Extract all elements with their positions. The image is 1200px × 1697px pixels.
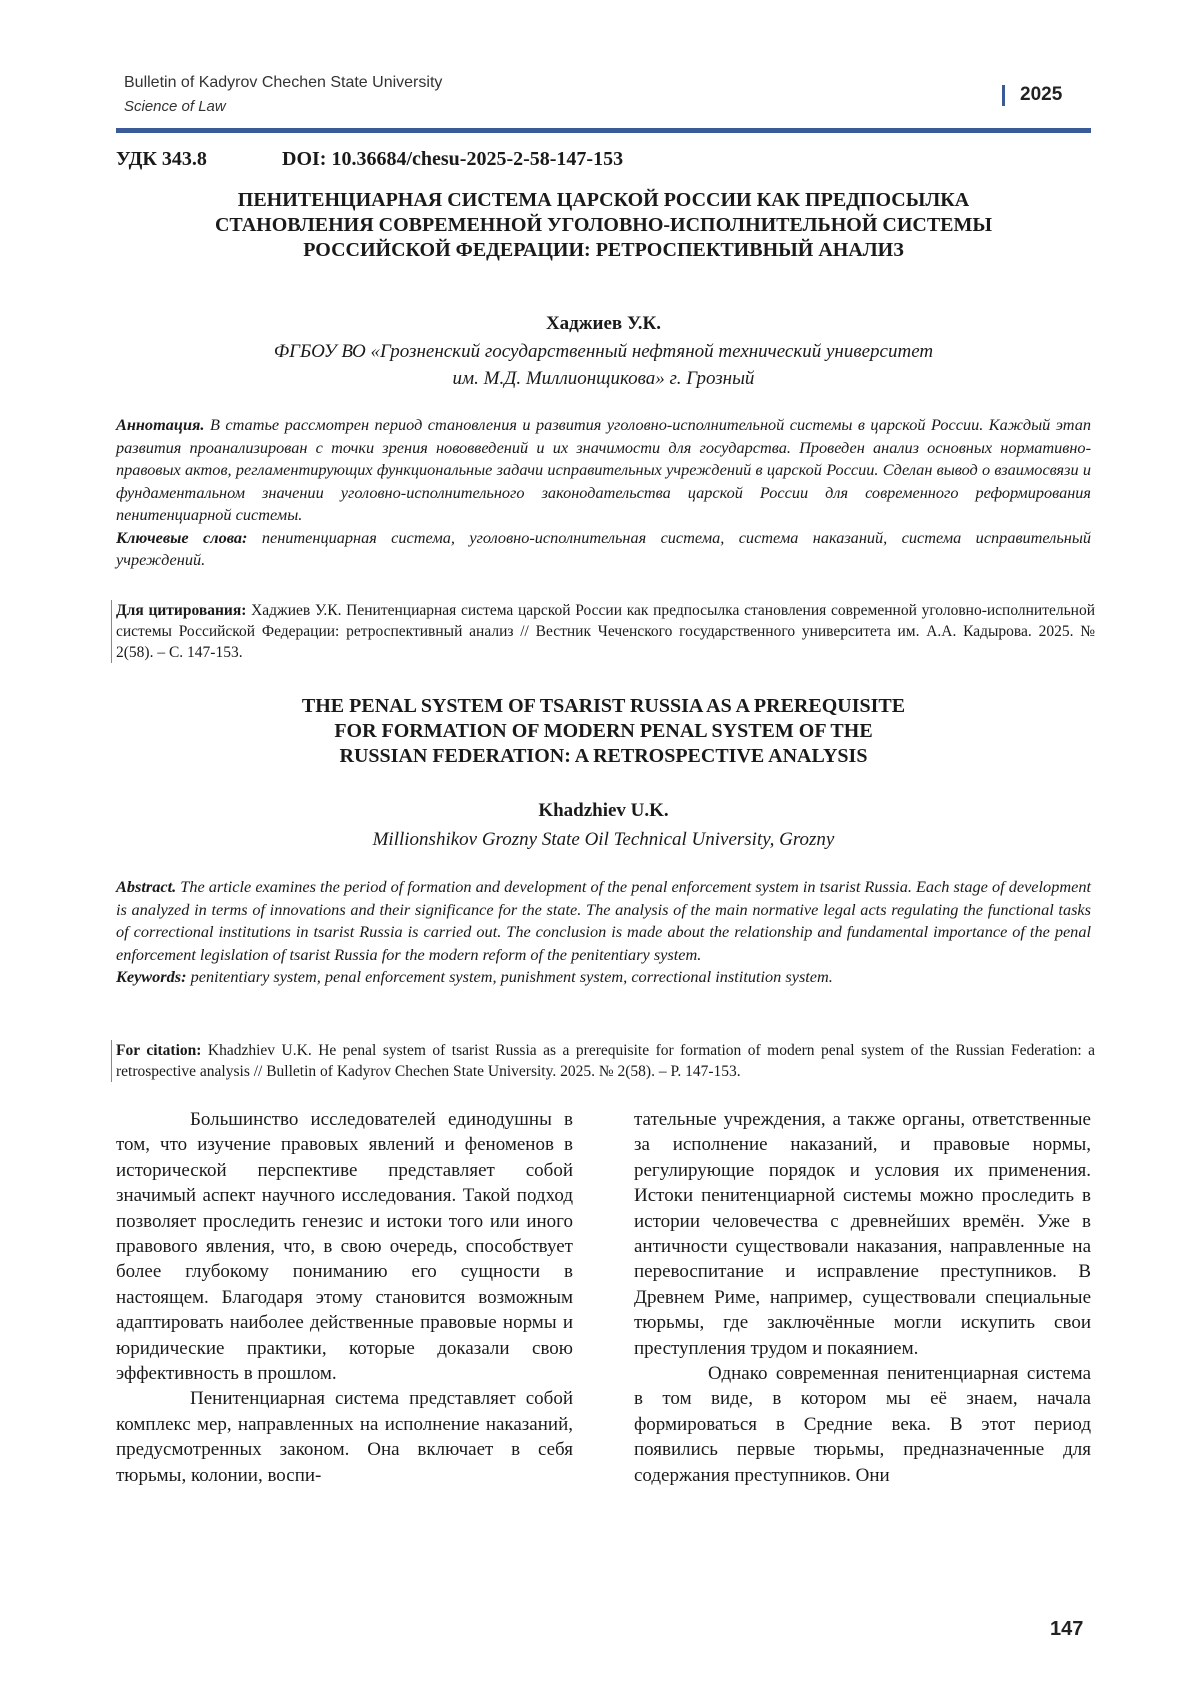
ru-title-line: ПЕНИТЕНЦИАРНАЯ СИСТЕМА ЦАРСКОЙ РОССИИ КАК ПРЕДПОСЫЛКА: [116, 188, 1091, 213]
en-abstract: [116, 876, 1091, 989]
ru-author: Хаджиев У.К.: [116, 313, 1091, 335]
ru-keywords-label: Ключевые слова:: [116, 528, 247, 547]
ru-citation-text: Хаджиев У.К. Пенитенциарная система царской России как предпосылка становления современной уголовно-исполнительной системы Российской Федерации: ретроспективный анализ // Вестник Чеченского государственного университета им. А.А. Кадырова. 2025. № 2(58). – С. 147-153.: [116, 602, 1095, 661]
en-citation-text: Khadzhiev U.K. He penal system of tsarist Russia as a prerequisite for formation of modern penal system of the Russian Federation: a retrospective analysis // Bulletin of Kadyrov Chechen State University. 2025. № 2(58). – P. 147-153.: [116, 1042, 1095, 1080]
en-title: [116, 694, 1091, 769]
en-citation-label: For citation:: [116, 1042, 201, 1059]
ru-title-line: СТАНОВЛЕНИЯ СОВРЕМЕННОЙ УГОЛОВНО-ИСПОЛНИТЕЛЬНОЙ СИСТЕМЫ: [116, 213, 1091, 238]
ru-abstract-label: Аннотация.: [116, 415, 204, 434]
body-column-right: [634, 1107, 1091, 1488]
page-number: 147: [1050, 1618, 1083, 1641]
en-title-line: FOR FORMATION OF MODERN PENAL SYSTEM OF THE: [116, 719, 1091, 744]
body-paragraph: Пенитенциарная система представляет собой комплекс мер, направленных на исполнение наказаний, предусмотренных законом. Она включает в себя тюрьмы, колонии, воспи-: [116, 1386, 573, 1488]
en-keywords-text: penitentiary system, penal enforcement system, punishment system, correctional institution system.: [191, 967, 833, 986]
en-abstract-text: The article examines the period of formation and development of the penal enforcement system in tsarist Russia. Each stage of development is analyzed in terms of innovations and their significance for the state. The analysis of the main normative legal acts regulating the functional tasks of correctional institutions in tsarist Russia is carried out. The conclusion is made about the relationship and fundamental importance of the penal enforcement legislation of tsarist Russia for the modern reform of the penitentiary system.: [116, 877, 1091, 964]
en-keywords-label: Keywords:: [116, 967, 187, 986]
en-author: Khadzhiev U.K.: [116, 800, 1091, 822]
en-title-line: THE PENAL SYSTEM OF TSARIST RUSSIA AS A PREREQUISITE: [116, 694, 1091, 719]
ru-affiliation: [116, 338, 1091, 392]
ru-abstract: [116, 414, 1091, 572]
ru-affiliation-line: им. М.Д. Миллионщикова» г. Грозный: [116, 365, 1091, 392]
udc-code: УДК 343.8: [116, 148, 207, 171]
body-paragraph: Большинство исследователей единодушны в том, что изучение правовых явлений и феноменов в исторической перспективе представляет собой значимый аспект научного исследования. Такой подход позволяет проследить генезис и истоки того или иного правового явления, что, в свою очередь, способствует более глубокому пониманию его сущности в настоящем. Благодаря этому становится возможным адаптировать наиболее действенные правовые нормы и юридические практики, которые доказали свою эффективность в прошлом.: [116, 1107, 573, 1386]
header-rule: [116, 128, 1091, 133]
ru-abstract-text: В статье рассмотрен период становления и развития уголовно-исполнительной системы в царской России. Каждый этап развития проанализирован с точки зрения нововведений и их значимости для государства. Проведен анализ основных нормативно-правовых актов, регламентирующих функциональные задачи исправительных учреждений в царской России. Сделан вывод о взаимосвязи и фундаментальном значении уголовно-исполнительного законодательства царской России для современного реформирования пенитенциарной системы.: [116, 415, 1091, 524]
body-paragraph: Однако современная пенитенциарная система в том виде, в котором мы её знаем, начала формироваться в Средние века. В этот период появились первые тюрьмы, предназначенные для содержания преступников. Они: [634, 1361, 1091, 1488]
journal-year: 2025: [1020, 84, 1062, 106]
header-accent-bar: [1002, 85, 1005, 106]
journal-section: Science of Law: [124, 98, 226, 115]
en-affiliation: Millionshikov Grozny State Oil Technical University, Grozny: [116, 826, 1091, 853]
doi: DOI: 10.36684/chesu-2025-2-58-147-153: [282, 148, 623, 171]
en-title-line: RUSSIAN FEDERATION: A RETROSPECTIVE ANALYSIS: [116, 744, 1091, 769]
en-abstract-label: Abstract.: [116, 877, 176, 896]
ru-title-line: РОССИЙСКОЙ ФЕДЕРАЦИИ: РЕТРОСПЕКТИВНЫЙ АНАЛИЗ: [116, 238, 1091, 263]
journal-title: Bulletin of Kadyrov Chechen State University: [124, 74, 442, 92]
en-citation: [111, 1040, 1095, 1082]
ru-title: [116, 188, 1091, 263]
body-paragraph: тательные учреждения, а также органы, ответственные за исполнение наказаний, и правовые нормы, регулирующие порядок и условия их применения. Истоки пенитенциарной системы можно проследить в истории человечества с древнейших времён. Уже в античности существовали наказания, направленные на перевоспитание и исправление преступников. В Древнем Риме, например, существовали специальные тюрьмы, где заключённые могли искупить свои преступления трудом и покаянием.: [634, 1107, 1091, 1361]
ru-affiliation-line: ФГБОУ ВО «Грозненский государственный нефтяной технический университет: [116, 338, 1091, 365]
body-column-left: [116, 1107, 573, 1488]
ru-citation: [111, 600, 1095, 663]
ru-keywords-text: пенитенциарная система, уголовно-исполнительная система, система наказаний, система исправительный учреждений.: [116, 528, 1091, 570]
ru-citation-label: Для цитирования:: [116, 602, 246, 619]
